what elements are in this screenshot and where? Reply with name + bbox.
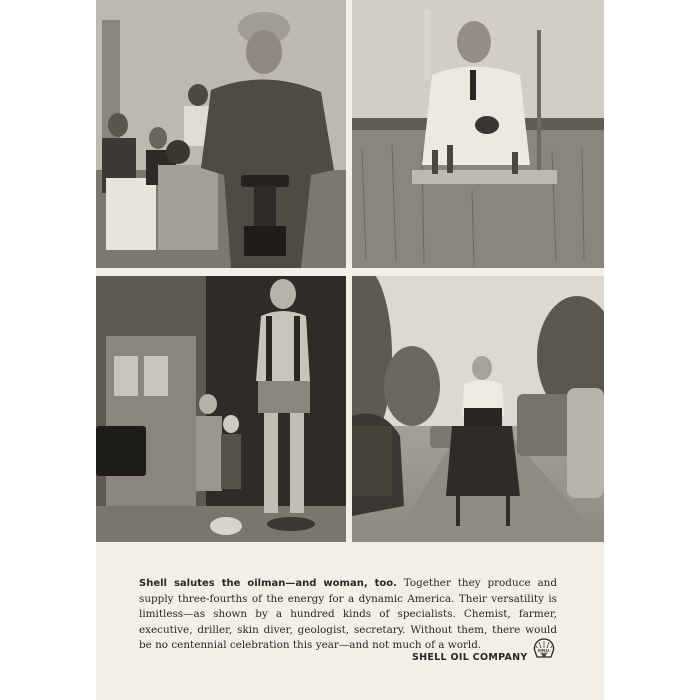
skin-diver-photo-art (96, 276, 346, 542)
oilman-photo (96, 0, 346, 268)
secretary-photo (352, 276, 604, 542)
ad-body: Together they produce and supply three-fourths of the energy for a dynamic America. Their versatility is limitless—as shown by a hundred kinds of specialists. Chemist, farmer, executive, driller, skin diver, geologist, secretary. Without them, there would be no centennial celebration this year—and not much of a world. (139, 577, 557, 652)
company-signature: SHELL OIL COMPANY (412, 652, 528, 663)
chemist-photo-art (352, 0, 604, 268)
skin-diver-photo (96, 276, 346, 542)
shell-logo-text: SHELL (537, 648, 551, 653)
shell-logo-icon (532, 637, 556, 661)
oilman-photo-art (96, 0, 346, 268)
ad-headline: Shell salutes the oilman—and woman, too. (139, 578, 397, 590)
chemist-photo (352, 0, 604, 268)
ad-copy (139, 576, 557, 653)
secretary-photo-art (352, 276, 604, 542)
